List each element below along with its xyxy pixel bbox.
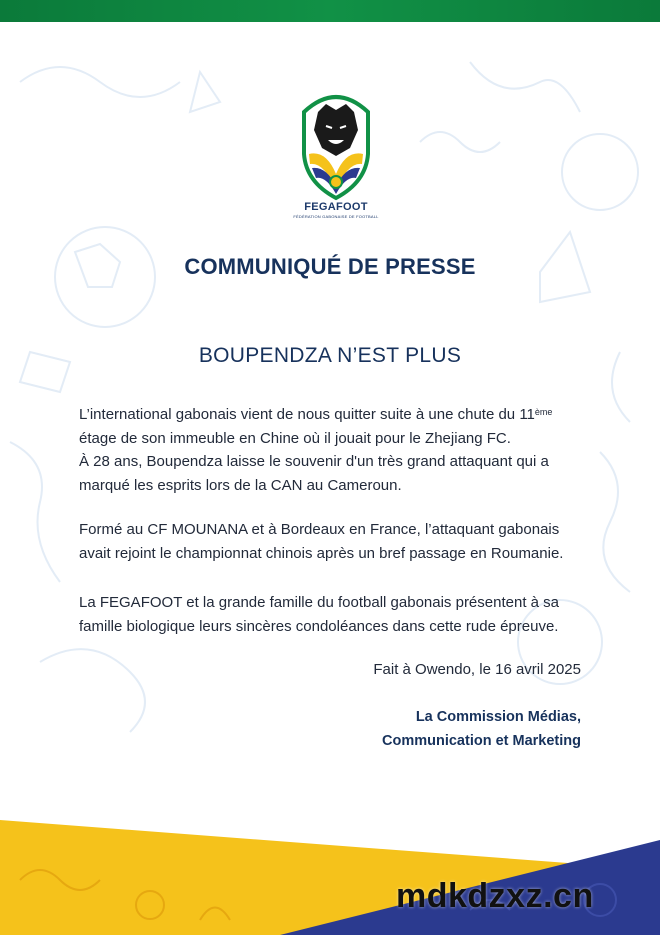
logo-subtitle: FÉDÉRATION GABONAISE DE FOOTBALL [293,214,379,219]
signature-line-1: La Commission Médias, [415,709,581,725]
signature [382,706,581,753]
top-green-bar [0,0,660,22]
date-line: Fait à Owendo, le 16 avril 2025 [373,661,581,678]
superscript: ème [534,407,553,417]
paragraph-1-line-4: marqué les esprits lors de la CAN au Cameroun. [79,476,402,494]
paragraph-3 [79,591,589,638]
paragraph-2 [79,518,589,565]
paragraph-1-line-1: L’international gabonais vient de nous quitter suite à une chute du 11ème [79,406,553,423]
signature-line-2: Communication et Marketing [382,732,581,749]
paragraph-1-line-3: À 28 ans, Boupendza laisse le souvenir d'un très grand attaquant qui a [79,453,549,470]
paragraph-2-line-1: Formé au CF MOUNANA et à Bordeaux en France, l’attaquant gabonais [79,521,560,538]
paragraph-2-line-2: avait rejoint le championnat chinois après un bref passage en Roumanie. [79,544,564,562]
press-release-title: BOUPENDZA N’EST PLUS [198,344,462,367]
paragraph-1-line-2: étage de son immeuble en Chine où il jouait pour le Zhejiang FC. [79,429,511,447]
paragraph-3-line-2: famille biologique leurs sincères condoléances dans cette rude épreuve. [79,617,559,635]
paragraph-3-line-1: La FEGAFOOT et la grande famille du football gabonais présentent à sa [79,594,559,611]
logo-name: FEGAFOOT [304,201,368,213]
press-release-heading: COMMUNIQUÉ DE PRESSE [184,254,476,279]
paragraph-1 [79,403,589,497]
watermark-text: mdkdzxz.cn [396,877,594,915]
